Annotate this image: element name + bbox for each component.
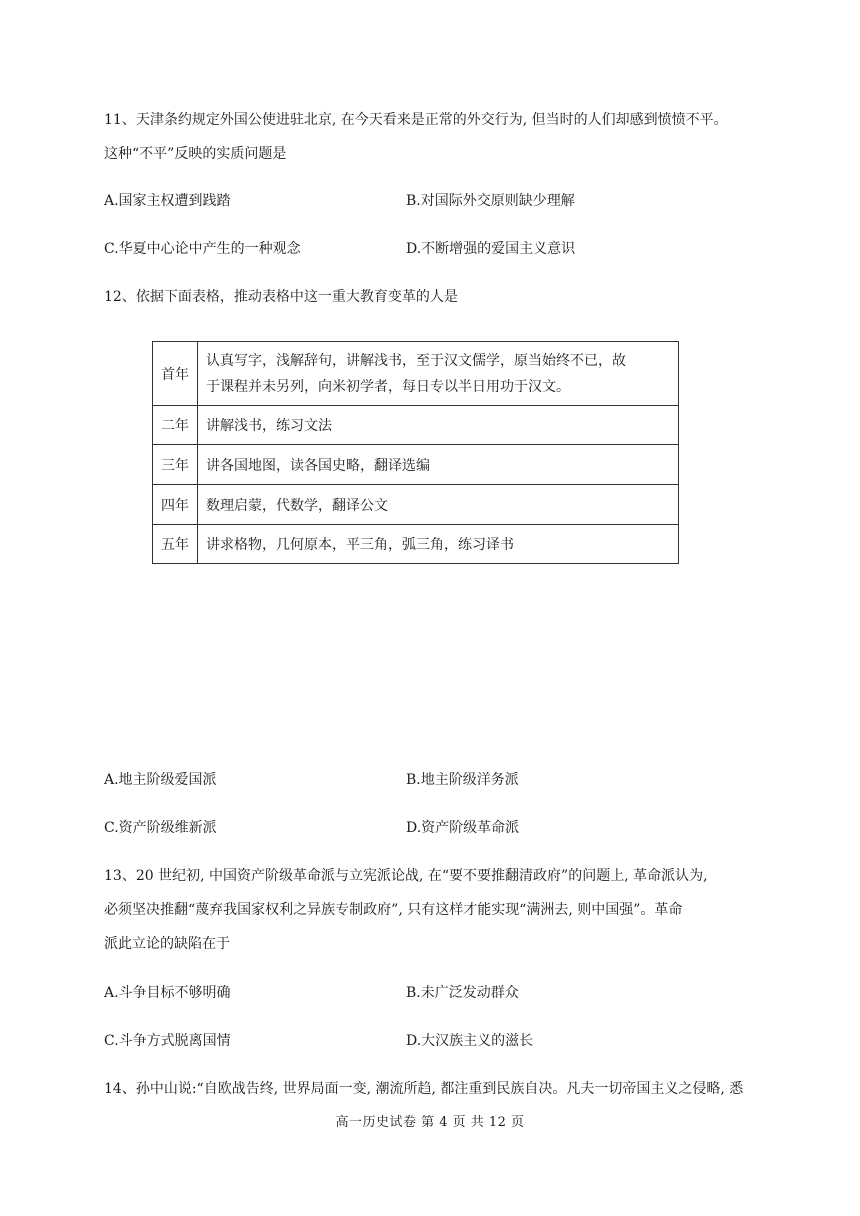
q12-option-b: B.地主阶级洋务派	[406, 772, 519, 788]
q11-option-a: A.国家主权遭到践踏	[104, 193, 231, 209]
table-cell-year: 二年	[153, 406, 198, 445]
table-cell-year: 三年	[153, 445, 198, 485]
q13-stem-line2: 必须坚决推翻“蔑弃我国家权利之异族专制政府”, 只有这样才能实现“满洲去, 则中国强”。革命	[104, 902, 683, 918]
table-cell-content: 讲各国地图，读各国史略，翻译选编	[198, 445, 679, 485]
table-cell-year: 四年	[153, 485, 198, 525]
table-cell-content	[198, 342, 679, 406]
q13-option-d: D.大汉族主义的滋长	[406, 1033, 534, 1049]
table-cell-year: 首年	[153, 342, 198, 406]
q12-option-a: A.地主阶级爱国派	[104, 772, 217, 788]
table-cell-year: 五年	[153, 525, 198, 564]
q12-option-c: C.资产阶级维新派	[104, 820, 217, 836]
table-cell-content: 讲求格物，几何原本，平三角，弧三角，练习译书	[198, 525, 679, 564]
q13-option-b: B.未广泛发动群众	[406, 985, 519, 1001]
table-row	[153, 406, 679, 445]
curriculum-table-container	[152, 341, 680, 553]
q12-option-d: D.资产阶级革命派	[406, 820, 520, 836]
table-cell-content: 数理启蒙，代数学，翻译公文	[198, 485, 679, 525]
table-row	[153, 525, 679, 564]
q12-stem: 12、依据下面表格，推动表格中这一重大教育变革的人是	[104, 289, 458, 305]
q14-stem-line1: 14、孙中山说:“自欧战告终, 世界局面一变, 潮流所趋, 都注重到民族自决。凡夫一切帝国主义之侵略, 悉	[104, 1081, 744, 1097]
q11-stem-line1: 11、天津条约规定外国公使进驻北京, 在今天看来是正常的外交行为, 但当时的人们却感到愤愤不平。	[104, 112, 728, 128]
table-row	[153, 485, 679, 525]
q13-stem-line3: 派此立论的缺陷在于	[104, 936, 230, 952]
table-row	[153, 445, 679, 485]
cell-content-line: 认真写字，浅解辞句，讲解浅书，至于汉文儒学，原当始终不已，故	[206, 352, 626, 369]
q11-stem-line2: 这种“不平”反映的实质问题是	[104, 146, 287, 162]
q11-option-d: D.不断增强的爱国主义意识	[406, 241, 576, 257]
cell-content-line: 于课程并未另列，向米初学者，每日专以半日用功于汉文。	[206, 378, 570, 395]
curriculum-table	[152, 341, 679, 564]
table-cell-content: 讲解浅书，练习文法	[198, 406, 679, 445]
table-row	[153, 342, 679, 406]
q11-option-c: C.华夏中心论中产生的一种观念	[104, 241, 301, 257]
q11-option-b: B.对国际外交原则缺少理解	[406, 193, 575, 209]
q13-option-c: C.斗争方式脱离国情	[104, 1033, 231, 1049]
q13-option-a: A.斗争目标不够明确	[104, 985, 231, 1001]
q13-stem-line1: 13、20 世纪初, 中国资产阶级革命派与立宪派论战, 在“要不要推翻清政府”的问题上, 革命派认为,	[104, 868, 708, 884]
page-footer: 高一历史试卷 第 4 页 共 12 页	[335, 1115, 525, 1130]
